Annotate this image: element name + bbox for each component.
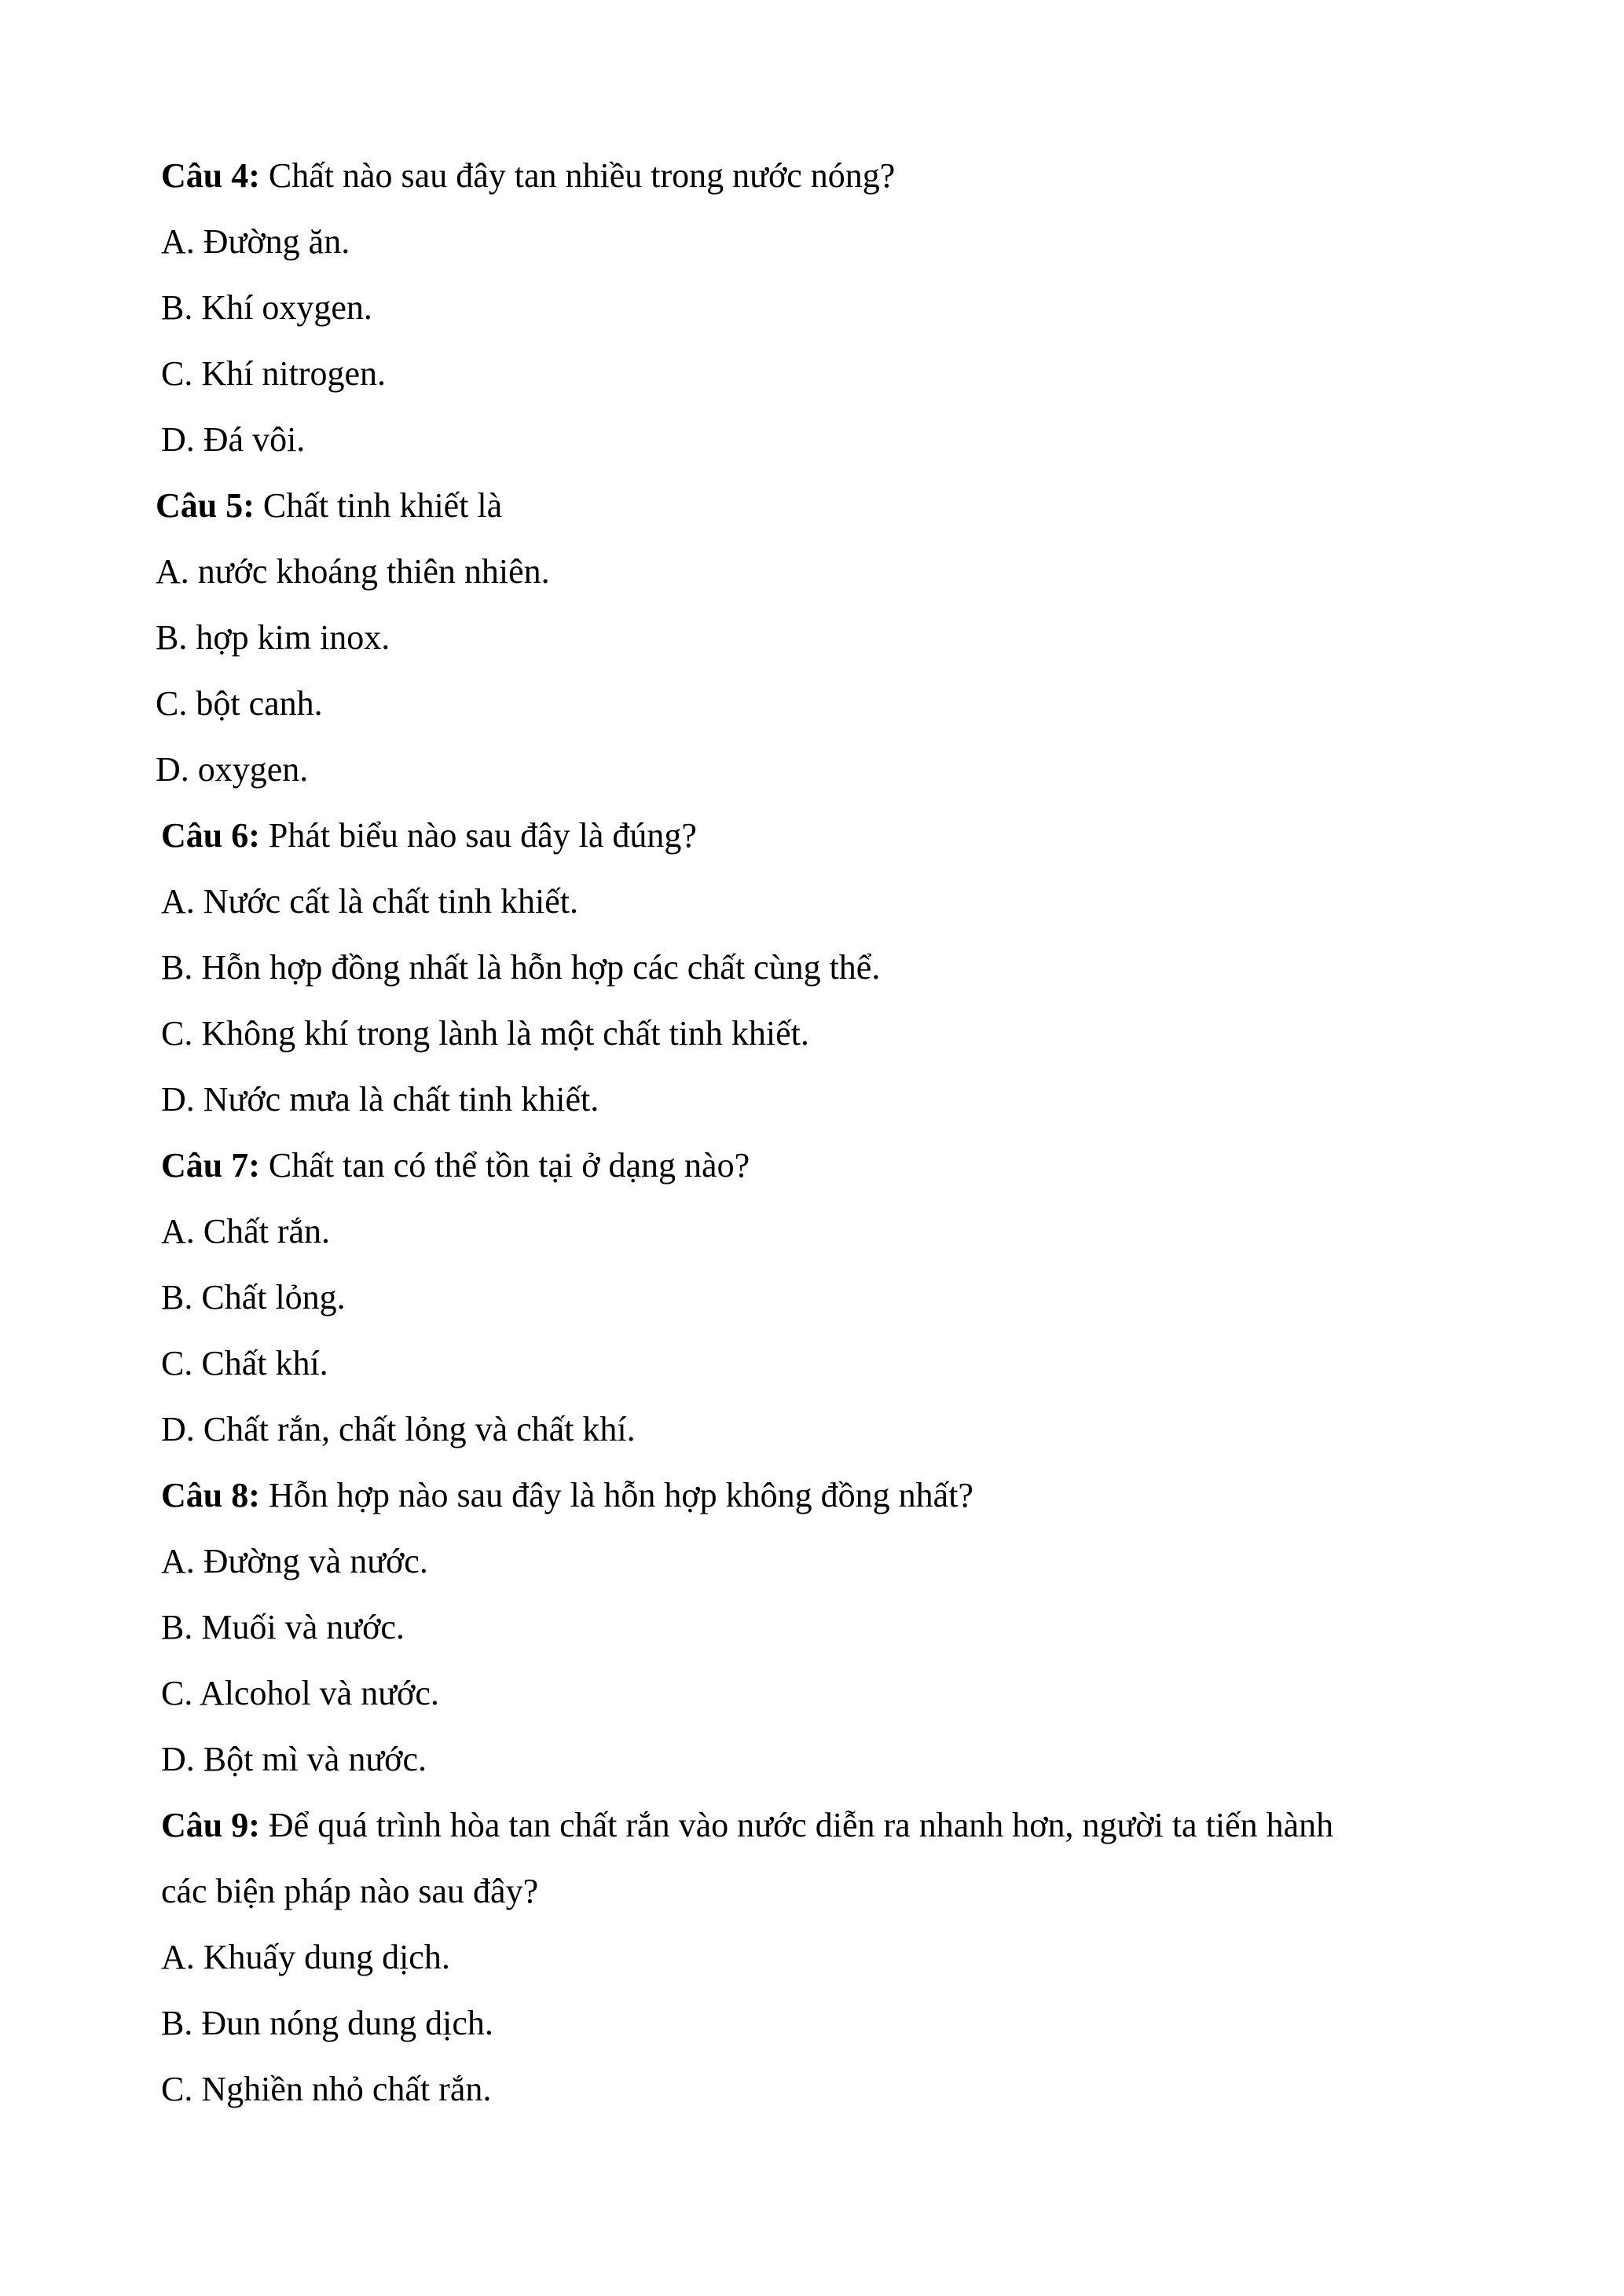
question-4 bbox=[161, 156, 895, 196]
option-b: B. Muối và nước. bbox=[161, 1608, 405, 1646]
question-number: Câu 7: bbox=[161, 1146, 260, 1185]
question-text: Phát biểu nào sau đây là đúng? bbox=[259, 816, 697, 855]
question-text: Chất tan có thể tồn tại ở dạng nào? bbox=[259, 1146, 750, 1185]
option-c: C. Không khí trong lành là một chất tinh khiết. bbox=[161, 1014, 809, 1053]
option-d: D. Nước mưa là chất tinh khiết. bbox=[161, 1080, 599, 1119]
option-a: A. Nước cất là chất tinh khiết. bbox=[161, 882, 578, 921]
question-text-continued: các biện pháp nào sau đây? bbox=[161, 1872, 539, 1910]
option-c: C. bột canh. bbox=[156, 684, 323, 723]
option-a: A. Đường và nước. bbox=[161, 1542, 428, 1580]
question-number: Câu 8: bbox=[161, 1476, 260, 1514]
option-b: B. Hỗn hợp đồng nhất là hỗn hợp các chất cùng thể. bbox=[161, 948, 881, 987]
question-6 bbox=[161, 815, 697, 856]
option-b: B. Khí oxygen. bbox=[161, 288, 372, 327]
option-a: A. Chất rắn. bbox=[161, 1212, 331, 1251]
option-b: B. Chất lỏng. bbox=[161, 1278, 346, 1316]
option-a: A. Đường ăn. bbox=[161, 222, 350, 261]
option-c: C. Nghiền nhỏ chất rắn. bbox=[161, 2070, 492, 2108]
question-text: Chất nào sau đây tan nhiều trong nước nóng? bbox=[259, 156, 896, 195]
question-5 bbox=[156, 485, 502, 526]
question-9 bbox=[161, 1805, 1333, 1846]
option-d: D. oxygen. bbox=[156, 750, 309, 789]
question-number: Câu 9: bbox=[161, 1806, 260, 1844]
question-7 bbox=[161, 1145, 750, 1186]
question-number: Câu 5: bbox=[156, 486, 255, 525]
option-c: C. Chất khí. bbox=[161, 1344, 328, 1382]
option-c: C. Alcohol và nước. bbox=[161, 1674, 439, 1712]
question-number: Câu 6: bbox=[161, 816, 260, 855]
option-a: A. nước khoáng thiên nhiên. bbox=[156, 552, 550, 591]
question-8 bbox=[161, 1475, 973, 1516]
option-a: A. Khuấy dung dịch. bbox=[161, 1938, 450, 1976]
question-number: Câu 4: bbox=[161, 156, 260, 195]
option-b: B. Đun nóng dung dịch. bbox=[161, 2004, 493, 2042]
question-text: Hỗn hợp nào sau đây là hỗn hợp không đồng nhất? bbox=[259, 1476, 973, 1514]
option-d: D. Chất rắn, chất lỏng và chất khí. bbox=[161, 1410, 636, 1448]
option-d: D. Đá vôi. bbox=[161, 420, 306, 459]
question-text: Chất tinh khiết là bbox=[254, 486, 503, 525]
option-d: D. Bột mì và nước. bbox=[161, 1740, 427, 1778]
option-c: C. Khí nitrogen. bbox=[161, 354, 386, 393]
option-b: B. hợp kim inox. bbox=[156, 618, 390, 657]
question-text: Để quá trình hòa tan chất rắn vào nước diễn ra nhanh hơn, người ta tiến hành bbox=[259, 1806, 1334, 1844]
